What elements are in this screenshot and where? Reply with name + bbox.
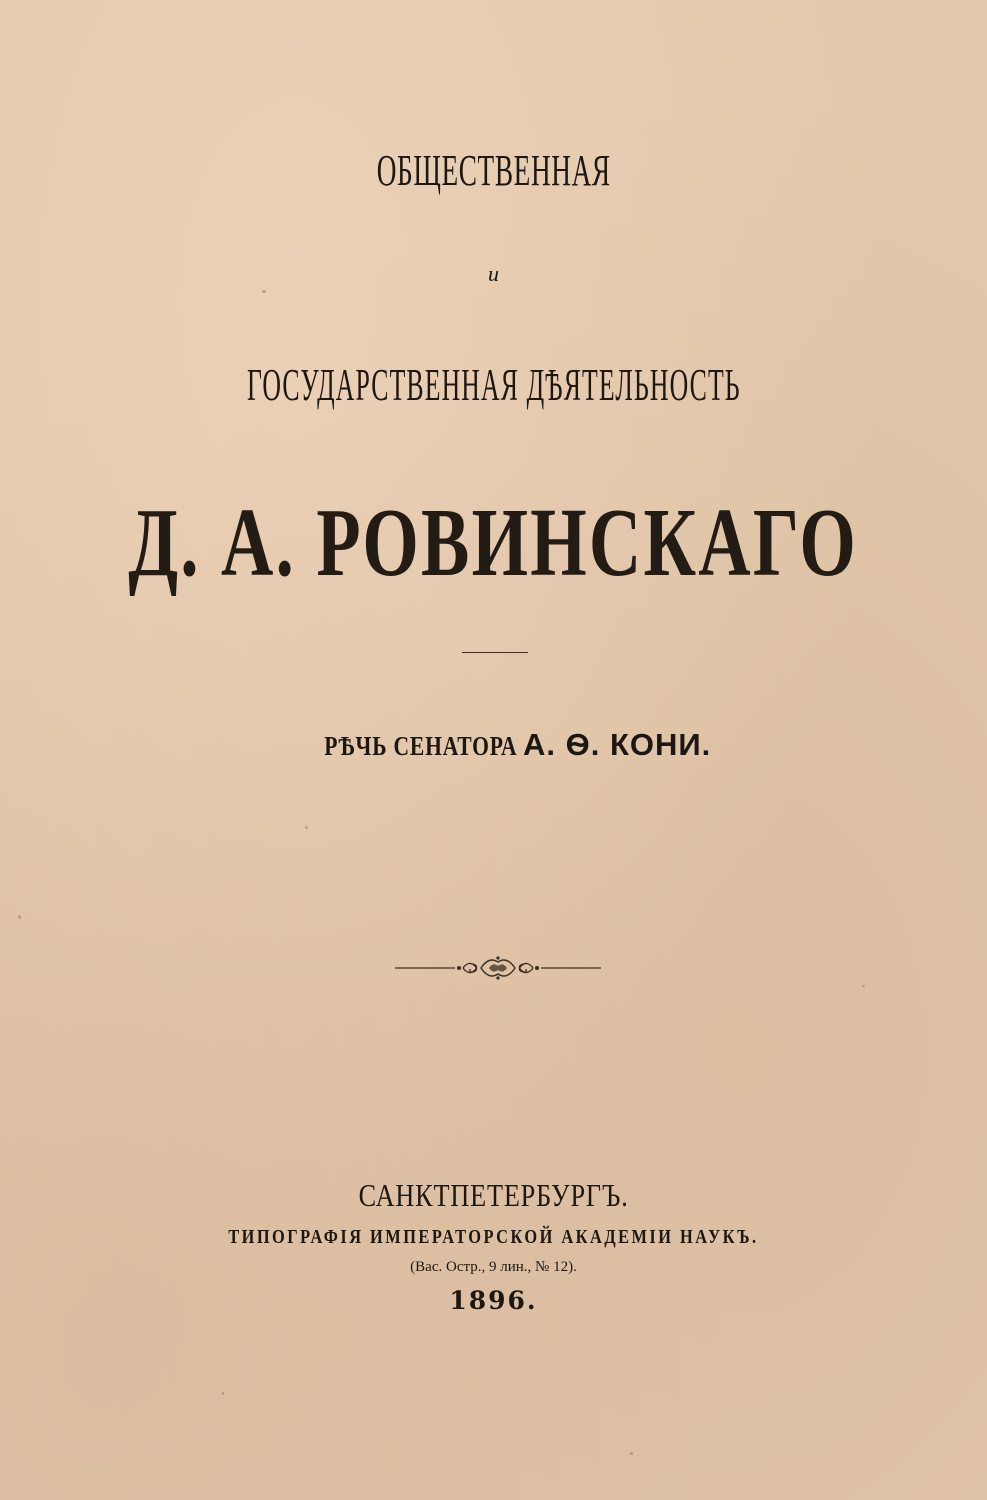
imprint-address-text: (Вас. Остр., 9 лин., № 12). xyxy=(410,1259,577,1275)
paper-speck xyxy=(305,826,308,829)
ornament-divider-icon xyxy=(393,950,603,986)
speech-byline xyxy=(0,727,987,764)
title-line-3-text: ГОСУДАРСТВЕННАЯ ДѢЯТЕЛЬНОСТЬ xyxy=(246,359,741,410)
speech-author: А. Ѳ. КОНИ. xyxy=(523,727,712,762)
title-line-3 xyxy=(0,358,987,412)
speech-prefix: РѢЧЬ СЕНАТОРА xyxy=(323,731,518,761)
imprint-address xyxy=(0,1257,987,1277)
title-conjunction xyxy=(0,260,987,288)
imprint-year xyxy=(0,1285,987,1317)
short-divider-rule xyxy=(462,652,528,653)
paper-speck xyxy=(262,290,266,293)
imprint-city xyxy=(0,1176,987,1214)
paper-speck xyxy=(630,1452,633,1455)
imprint-city-text: САНКТПЕТЕРБУРГЪ. xyxy=(358,1177,629,1213)
title-line-1-text: ОБЩЕСТВЕННАЯ xyxy=(376,146,611,195)
imprint-press-text: ТИПОГРАФІЯ ИМПЕРАТОРСКОЙ АКАДЕМІИ НАУКЪ. xyxy=(228,1226,759,1248)
title-name xyxy=(0,488,987,598)
title-name-text: Д. А. РОВИНСКАГО xyxy=(128,489,859,597)
title-line-1 xyxy=(0,146,987,196)
paper-speck xyxy=(18,915,21,919)
title-conjunction-text: и xyxy=(488,261,499,286)
paper-speck xyxy=(222,1392,224,1395)
paper-speck xyxy=(862,985,865,987)
imprint-year-text: 1896. xyxy=(449,1286,538,1315)
imprint-press xyxy=(0,1224,987,1250)
